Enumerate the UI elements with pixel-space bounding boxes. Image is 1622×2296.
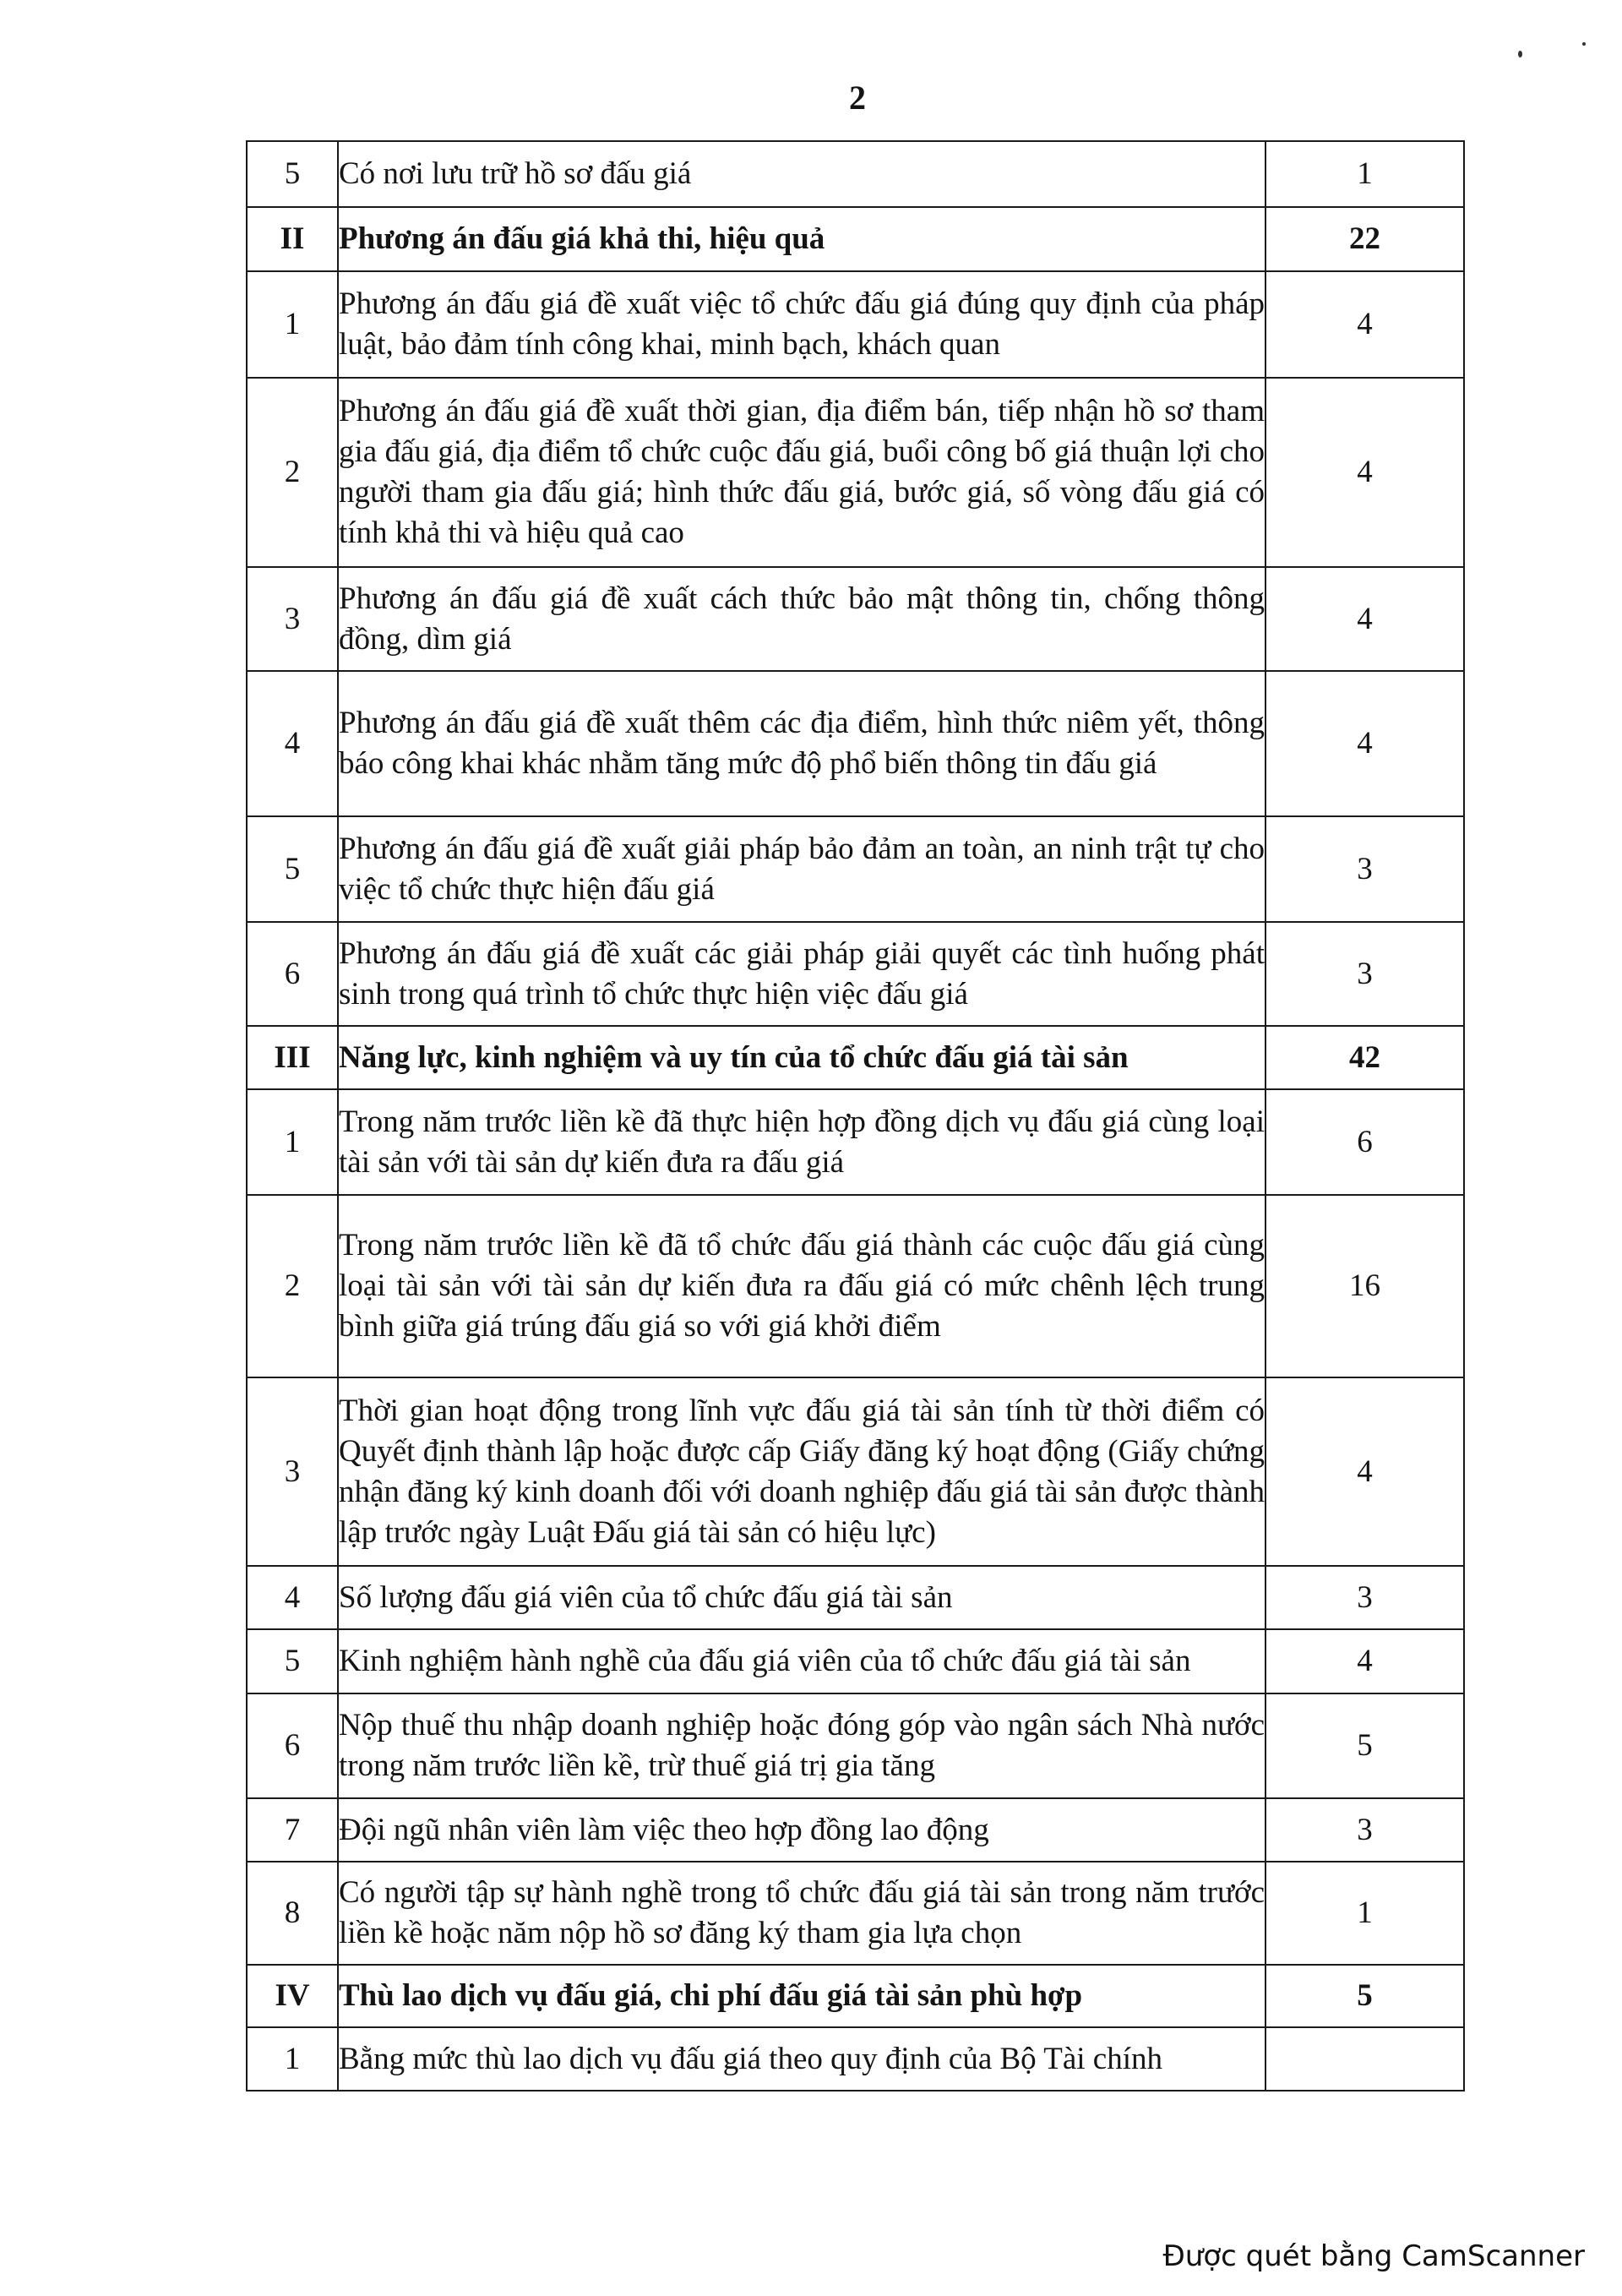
criteria-text: Năng lực, kinh nghiệm và uy tín của tổ chức đấu giá tài sản <box>338 1026 1265 1089</box>
row-number: 5 <box>247 141 338 207</box>
row-number: 6 <box>247 1693 338 1798</box>
criteria-text: Bằng mức thù lao dịch vụ đấu giá theo quy định của Bộ Tài chính <box>338 2027 1265 2091</box>
section-row <box>247 1965 1464 2027</box>
criteria-score: 4 <box>1265 1377 1464 1566</box>
criteria-score: 3 <box>1265 1566 1464 1629</box>
criteria-text: Nộp thuế thu nhập doanh nghiệp hoặc đóng góp vào ngân sách Nhà nước trong năm trước liền kề, trừ thuế giá trị gia tăng <box>338 1693 1265 1798</box>
criteria-score: 42 <box>1265 1026 1464 1089</box>
criteria-text: Kinh nghiệm hành nghề của đấu giá viên của tổ chức đấu giá tài sản <box>338 1629 1265 1693</box>
criteria-text: Phương án đấu giá đề xuất giải pháp bảo đảm an toàn, an ninh trật tự cho việc tổ chức thực hiện đấu giá <box>338 816 1265 922</box>
criteria-row <box>247 1195 1464 1377</box>
row-number: 1 <box>247 2027 338 2091</box>
row-number: 2 <box>247 1195 338 1377</box>
criteria-row <box>247 671 1464 816</box>
criteria-text: Phương án đấu giá đề xuất việc tổ chức đấu giá đúng quy định của pháp luật, bảo đảm tính công khai, minh bạch, khách quan <box>338 271 1265 378</box>
row-number: 3 <box>247 1377 338 1566</box>
criteria-row <box>247 1798 1464 1862</box>
criteria-row <box>247 1089 1464 1195</box>
section-row <box>247 207 1464 271</box>
criteria-text: Số lượng đấu giá viên của tổ chức đấu giá tài sản <box>338 1566 1265 1629</box>
criteria-score: 4 <box>1265 1629 1464 1693</box>
criteria-score: 1 <box>1265 1862 1464 1965</box>
row-number: 8 <box>247 1862 338 1965</box>
scan-speck <box>1582 42 1586 46</box>
row-number: 4 <box>247 671 338 816</box>
camscanner-watermark: Được quét bằng CamScanner <box>1162 2239 1585 2273</box>
criteria-row <box>247 816 1464 922</box>
criteria-text: Có người tập sự hành nghề trong tổ chức đấu giá tài sản trong năm trước liền kề hoặc năm nộp hồ sơ đăng ký tham gia lựa chọn <box>338 1862 1265 1965</box>
criteria-row <box>247 378 1464 567</box>
criteria-row <box>247 141 1464 207</box>
criteria-text: Trong năm trước liền kề đã tổ chức đấu giá thành các cuộc đấu giá cùng loại tài sản với tài sản dự kiến đưa ra đấu giá có mức chênh lệch trung bình giữa giá trúng đấu giá so với giá khởi điểm <box>338 1195 1265 1377</box>
criteria-text: Phương án đấu giá đề xuất thêm các địa điểm, hình thức niêm yết, thông báo công khai khác nhằm tăng mức độ phổ biến thông tin đấu giá <box>338 671 1265 816</box>
criteria-text: Phương án đấu giá đề xuất thời gian, địa điểm bán, tiếp nhận hồ sơ tham gia đấu giá, địa điểm tổ chức cuộc đấu giá, buổi công bố giá thuận lợi cho người tham gia đấu giá; hình thức đấu giá, bước giá, số vòng đấu giá có tính khả thi và hiệu quả cao <box>338 378 1265 567</box>
criteria-row <box>247 922 1464 1026</box>
criteria-score: 6 <box>1265 1089 1464 1195</box>
criteria-text: Thù lao dịch vụ đấu giá, chi phí đấu giá tài sản phù hợp <box>338 1965 1265 2027</box>
row-number: 3 <box>247 567 338 671</box>
criteria-row <box>247 1566 1464 1629</box>
row-number: 1 <box>247 1089 338 1195</box>
criteria-score: 22 <box>1265 207 1464 271</box>
criteria-score: 4 <box>1265 671 1464 816</box>
criteria-text: Có nơi lưu trữ hồ sơ đấu giá <box>338 141 1265 207</box>
row-number: III <box>247 1026 338 1089</box>
criteria-score: 16 <box>1265 1195 1464 1377</box>
row-number: 2 <box>247 378 338 567</box>
criteria-score <box>1265 2027 1464 2091</box>
criteria-row <box>247 2027 1464 2091</box>
criteria-text: Phương án đấu giá khả thi, hiệu quả <box>338 207 1265 271</box>
section-row <box>247 1026 1464 1089</box>
criteria-row <box>247 1862 1464 1965</box>
criteria-row <box>247 567 1464 671</box>
row-number: 5 <box>247 1629 338 1693</box>
criteria-score: 3 <box>1265 922 1464 1026</box>
criteria-text: Trong năm trước liền kề đã thực hiện hợp đồng dịch vụ đấu giá cùng loại tài sản với tài sản dự kiến đưa ra đấu giá <box>338 1089 1265 1195</box>
page-number: 2 <box>849 79 866 117</box>
row-number: II <box>247 207 338 271</box>
criteria-row <box>247 271 1464 378</box>
criteria-row <box>247 1377 1464 1566</box>
criteria-score: 5 <box>1265 1693 1464 1798</box>
criteria-row <box>247 1629 1464 1693</box>
criteria-score: 4 <box>1265 378 1464 567</box>
criteria-text: Phương án đấu giá đề xuất cách thức bảo mật thông tin, chống thông đồng, dìm giá <box>338 567 1265 671</box>
scan-speck <box>1518 51 1522 57</box>
criteria-score: 3 <box>1265 816 1464 922</box>
row-number: 7 <box>247 1798 338 1862</box>
criteria-score: 1 <box>1265 141 1464 207</box>
criteria-score: 4 <box>1265 567 1464 671</box>
scoring-criteria-table <box>246 140 1465 2091</box>
row-number: 5 <box>247 816 338 922</box>
criteria-row <box>247 1693 1464 1798</box>
criteria-score: 4 <box>1265 271 1464 378</box>
criteria-text: Đội ngũ nhân viên làm việc theo hợp đồng lao động <box>338 1798 1265 1862</box>
row-number: 1 <box>247 271 338 378</box>
row-number: 6 <box>247 922 338 1026</box>
criteria-score: 3 <box>1265 1798 1464 1862</box>
criteria-score: 5 <box>1265 1965 1464 2027</box>
row-number: 4 <box>247 1566 338 1629</box>
row-number: IV <box>247 1965 338 2027</box>
criteria-text: Thời gian hoạt động trong lĩnh vực đấu giá tài sản tính từ thời điểm có Quyết định thành lập hoặc được cấp Giấy đăng ký hoạt động (Giấy chứng nhận đăng ký kinh doanh đối với doanh nghiệp đấu giá tài sản được thành lập trước ngày Luật Đấu giá tài sản có hiệu lực) <box>338 1377 1265 1566</box>
criteria-text: Phương án đấu giá đề xuất các giải pháp giải quyết các tình huống phát sinh trong quá trình tổ chức thực hiện việc đấu giá <box>338 922 1265 1026</box>
